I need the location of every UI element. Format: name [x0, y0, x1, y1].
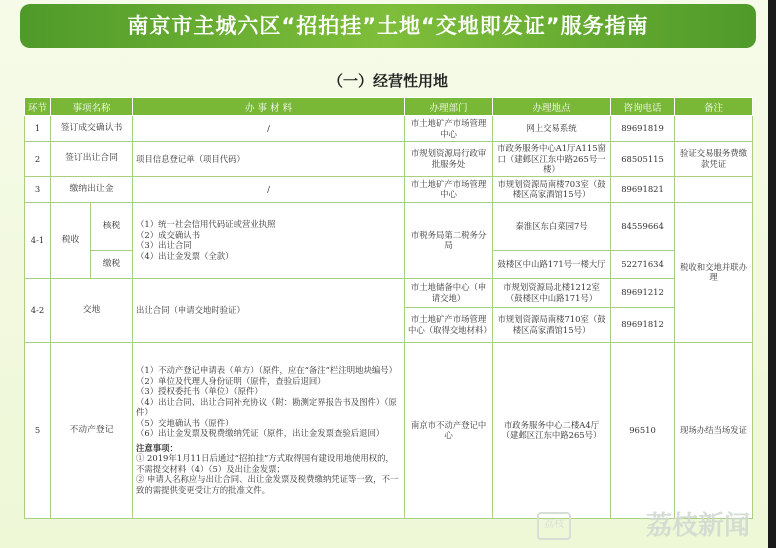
cell-item: 交地	[51, 278, 133, 342]
cell-subitem: 缴税	[91, 250, 133, 278]
cell-item: 签订出让合同	[51, 142, 133, 177]
cell-phone: 89691819	[611, 116, 675, 142]
table-row	[25, 342, 753, 518]
cell-note: 现场办结当场发证	[675, 342, 753, 518]
cell-place: 市规划资源局南楼703室（鼓楼区高家酒馆15号）	[493, 176, 611, 202]
cell-material	[133, 342, 405, 518]
cell-dept: 市土地储备中心（申请交地）	[405, 278, 493, 307]
material-line: （3）授权委托书（单位）（原件）	[136, 386, 263, 396]
cell-item: 缴纳出让金	[51, 176, 133, 202]
cell-material: /	[133, 176, 405, 202]
material-line: （2）成交确认书	[136, 229, 200, 240]
header-place: 办理地点	[493, 98, 611, 116]
watermark-logo: 荔枝	[537, 512, 571, 540]
cell-note: 税收和交地并联办理	[675, 202, 753, 342]
section-subtitle: （一）经营性用地	[327, 72, 448, 90]
material-line: （5）交地确认书（原件）	[136, 417, 234, 428]
cell-place: 鼓楼区中山路171号一楼大厅	[493, 250, 611, 278]
cell-step: 4-1	[25, 202, 51, 278]
table-row	[25, 202, 753, 250]
cell-phone: 68505115	[611, 142, 675, 177]
cell-subitem: 核税	[91, 202, 133, 250]
cell-dept: 市规划资源局行政审批服务处	[405, 142, 493, 177]
cell-item: 税收	[51, 202, 91, 278]
cell-place: 市规划资源局南楼710室（鼓楼区高家酒馆15号）	[493, 307, 611, 342]
cell-dept: 市税务局第二税务分局	[405, 202, 493, 278]
cell-phone: 89691821	[611, 176, 675, 202]
cell-material: 项目信息登记单（项目代码）	[133, 142, 405, 177]
header-phone: 咨询电话	[611, 98, 675, 116]
table-header-row	[25, 98, 753, 116]
cell-step: 2	[25, 142, 51, 177]
cell-place: 秦淮区东白菜园7号	[493, 202, 611, 250]
cell-phone: 84559664	[611, 202, 675, 250]
header-dept: 办理部门	[405, 98, 493, 116]
material-line: （6）出让金发票及税费缴纳凭证（原件，出让金发票查验后退回）	[136, 428, 385, 438]
cell-phone: 52271634	[611, 250, 675, 278]
cell-phone: 89691812	[611, 307, 675, 342]
cell-dept: 市土地矿产市场管理中心	[405, 176, 493, 202]
material-line: （2）单位及代理人身份证明（原件，查验后退回）	[136, 375, 326, 386]
material-line: （3）出让合同	[136, 240, 192, 250]
material-line: （4）出让合同、出让合同补充协议（附：勘测定界报告书及图件）（原件）	[136, 396, 397, 417]
cell-note	[675, 116, 753, 142]
note-line: ② 申请人名称应与出让合同、出让金发票及税费缴纳凭证等一致，不一致的需提供变更受让方的批准文件。	[136, 474, 399, 495]
cell-step: 3	[25, 176, 51, 202]
cell-place: 市规划资源局北楼1212室（鼓楼区中山路171号）	[493, 278, 611, 307]
cell-material	[133, 202, 405, 278]
cell-item: 不动产登记	[51, 342, 133, 518]
cell-dept: 南京市不动产登记中心	[405, 342, 493, 518]
material-line: （1）统一社会信用代码证或营业执照	[136, 219, 276, 229]
cell-item: 签订成交确认书	[51, 116, 133, 142]
cell-phone: 89691212	[611, 278, 675, 307]
table-row	[25, 116, 753, 142]
cell-step: 1	[25, 116, 51, 142]
cell-dept: 市土地矿产市场管理中心（取得交地材料）	[405, 307, 493, 342]
notes-title: 注意事项：	[136, 442, 178, 453]
table-row	[25, 142, 753, 177]
note-line: ① 2019年1月11日后通过“招拍挂”方式取得国有建设用地使用权的，不需提交材料（4）（5）及出让金发票；	[136, 453, 394, 474]
cell-place: 市政务服务中心A1厅A115窗口（建邺区江东中路265号一楼）	[493, 142, 611, 177]
watermark-text: 荔枝新闻	[645, 511, 750, 541]
cell-material: /	[133, 116, 405, 142]
header-note: 备注	[675, 98, 753, 116]
cell-dept: 市土地矿产市场管理中心	[405, 116, 493, 142]
header-step: 环节	[25, 98, 51, 116]
cell-step: 5	[25, 342, 51, 518]
cell-place: 网上交易系统	[493, 116, 611, 142]
cell-note: 验证交易服务费缴款凭证	[675, 142, 753, 177]
table-row	[25, 278, 753, 307]
notes-block	[136, 443, 401, 496]
cell-step: 4-2	[25, 278, 51, 342]
right-edge-border	[768, 0, 776, 548]
material-line: （1）不动产登记申请表（单方）（原件，应在“备注”栏注明地块编号）	[136, 365, 397, 375]
material-line: （4）出让金发票（全款）	[136, 250, 234, 261]
table-row	[25, 176, 753, 202]
page-title: 南京市主城六区“招拍挂”土地“交地即发证”服务指南	[20, 4, 756, 48]
service-guide-table	[24, 97, 753, 519]
cell-material: 出让合同（申请交地时验证）	[133, 278, 405, 342]
cell-note	[675, 176, 753, 202]
cell-place: 市政务服务中心二楼A4厅（建邺区江东中路265号）	[493, 342, 611, 518]
header-materials: 办 事 材 料	[133, 98, 405, 116]
header-item: 事项名称	[51, 98, 133, 116]
cell-phone: 96510	[611, 342, 675, 518]
